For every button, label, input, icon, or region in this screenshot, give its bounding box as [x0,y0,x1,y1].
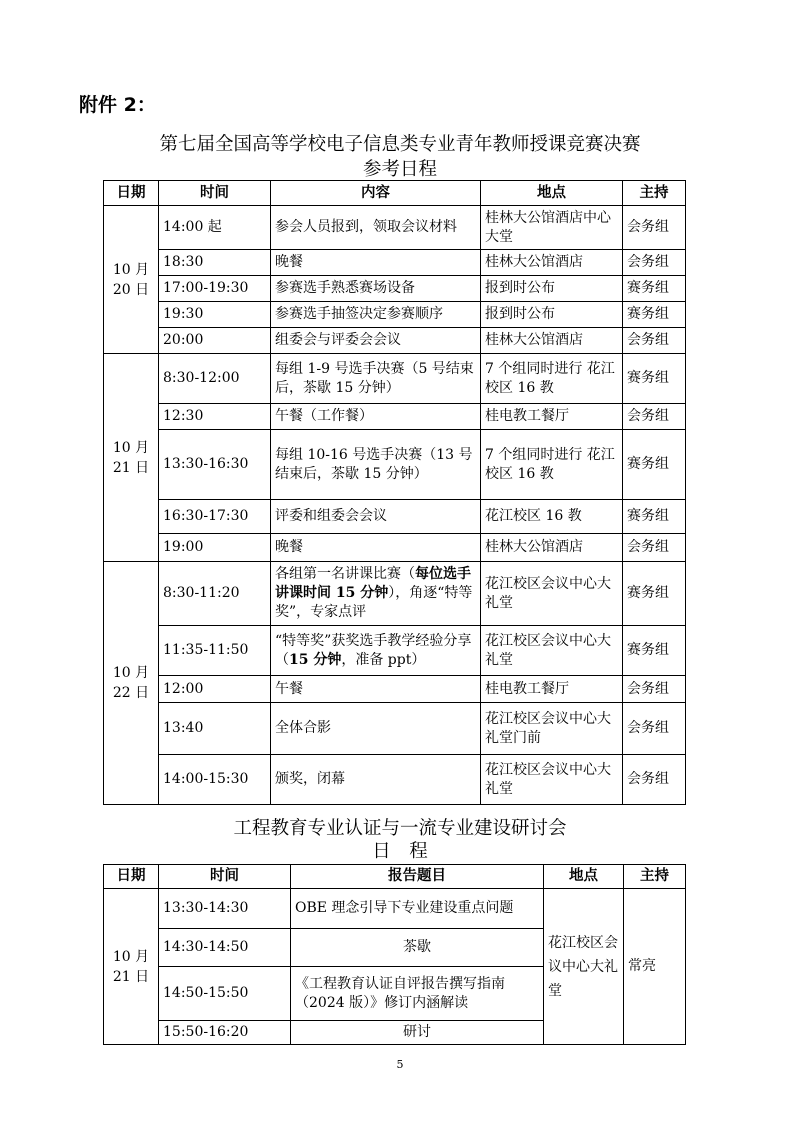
date-month: 10 月 [112,439,150,456]
table-row [104,676,686,703]
topic-cell: 茶歇 [291,929,544,967]
table-row [104,534,686,562]
table-header-row [104,181,686,206]
header-place: 地点 [544,865,624,889]
time-cell: 12:00 [159,676,271,703]
host-cell: 赛务组 [623,276,686,302]
place-cell: 桂林大公馆酒店 [481,250,623,276]
table-row [104,703,686,755]
host-cell: 会务组 [623,206,686,250]
schedule2-title: 工程教育专业认证与一流专业建设研讨会 [233,818,567,839]
time-cell: 12:30 [159,404,271,430]
time-cell: 16:30-17:30 [159,500,271,534]
time-cell: 17:00-19:30 [159,276,271,302]
table-row [104,250,686,276]
host-cell: 会务组 [623,328,686,354]
host-cell: 赛务组 [623,430,686,500]
host-cell: 会务组 [623,676,686,703]
header-host: 主持 [624,865,686,889]
schedule1-table [103,180,686,805]
host-cell: 会务组 [623,755,686,805]
date-day: 21 日 [112,459,150,476]
schedule1-title: 第七届全国高等学校电子信息类专业青年教师授课竞赛决赛 [159,134,641,155]
content-emphasis: 每位选手讲课时间 15 分钟 [275,566,471,601]
header-time: 时间 [159,865,291,889]
time-cell: 14:00-15:30 [159,755,271,805]
date-cell [104,562,159,805]
table-row [104,626,686,676]
date-day: 22 日 [112,685,150,701]
content-cell: 全体合影 [271,703,481,755]
date-day: 21 日 [112,968,150,985]
content-cell: 晚餐 [271,534,481,562]
content-cell: 午餐 [271,676,481,703]
time-cell: 20:00 [159,328,271,354]
table-row [104,889,686,929]
time-cell: 8:30-12:00 [159,354,271,404]
table-row [104,354,686,404]
place-cell: 7 个组同时进行 花江校区 16 教 [481,430,623,500]
time-cell: 8:30-11:20 [159,562,271,626]
place-cell: 花江校区会议中心大礼堂 [481,626,623,676]
content-text: “特等奖”获奖选手教学经验分享（ [275,632,472,668]
content-cell: 参赛选手熟悉赛场设备 [271,276,481,302]
date-cell [104,889,159,1045]
content-cell [271,626,481,676]
time-cell: 11:35-11:50 [159,626,271,676]
attachment-label: 附件 2： [79,94,156,116]
table-row [104,276,686,302]
content-text: ，准备 ppt） [341,651,426,668]
date-cell [104,206,159,354]
host-cell: 赛务组 [623,302,686,328]
topic-cell: 研讨 [291,1021,544,1045]
time-cell: 14:50-15:50 [159,967,291,1021]
content-text: 各组第一名讲课比赛（ [275,566,415,582]
time-cell: 18:30 [159,250,271,276]
content-cell: 每组 1-9 号选手决赛（5 号结束后，茶歇 15 分钟） [271,354,481,404]
content-cell [271,562,481,626]
date-month: 10 月 [112,948,150,965]
place-cell: 桂电教工餐厅 [481,404,623,430]
place-cell: 花江校区会议中心大礼堂 [544,889,624,1045]
content-cell: 评委和组委会会议 [271,500,481,534]
content-cell: 每组 10-16 号选手决赛（13 号结束后，茶歇 15 分钟） [271,430,481,500]
host-cell: 赛务组 [623,354,686,404]
table-row [104,404,686,430]
page-number: 5 [396,1058,404,1071]
table-header-row [104,865,686,889]
schedule1-subtitle: 参考日程 [362,159,437,180]
time-cell: 14:30-14:50 [159,929,291,967]
content-cell: 参会人员报到，领取会议材料 [271,206,481,250]
content-cell: 午餐（工作餐） [271,404,481,430]
place-cell: 花江校区会议中心大礼堂 [481,755,623,805]
date-month: 10 月 [112,261,150,278]
time-cell: 13:40 [159,703,271,755]
time-cell: 19:30 [159,302,271,328]
time-cell: 13:30-14:30 [159,889,291,929]
host-cell: 会务组 [623,703,686,755]
table-row [104,500,686,534]
table-row [104,328,686,354]
table-row [104,755,686,805]
header-date: 日期 [104,181,159,206]
date-cell [104,354,159,562]
place-cell: 花江校区会议中心大礼堂门前 [481,703,623,755]
place-cell: 花江校区会议中心大礼堂 [481,562,623,626]
date-day: 20 日 [112,281,150,298]
host-cell: 会务组 [623,404,686,430]
content-cell: 组委会与评委会会议 [271,328,481,354]
host-cell: 赛务组 [623,500,686,534]
schedule2-table [103,864,686,1045]
place-cell: 桂林大公馆酒店 [481,534,623,562]
header-host: 主持 [623,181,686,206]
host-cell: 赛务组 [623,562,686,626]
table-row [104,562,686,626]
date-month: 10 月 [112,665,150,681]
table-row [104,206,686,250]
place-cell: 桂林大公馆酒店中心大堂 [481,206,623,250]
place-cell: 报到时公布 [481,276,623,302]
table-row [104,430,686,500]
content-cell: 参赛选手抽签决定参赛顺序 [271,302,481,328]
host-cell: 常亮 [624,889,686,1045]
place-cell: 花江校区 16 教 [481,500,623,534]
time-cell: 13:30-16:30 [159,430,271,500]
header-content: 内容 [271,181,481,206]
time-cell: 19:00 [159,534,271,562]
place-cell: 桂林大公馆酒店 [481,328,623,354]
host-cell: 会务组 [623,534,686,562]
place-cell: 桂电教工餐厅 [481,676,623,703]
header-time: 时间 [159,181,271,206]
header-topic: 报告题目 [291,865,544,889]
topic-cell: OBE 理念引导下专业建设重点问题 [291,889,544,929]
content-emphasis: 15 分钟 [289,651,342,668]
content-cell: 颁奖，闭幕 [271,755,481,805]
table-row [104,302,686,328]
time-cell: 14:00 起 [159,206,271,250]
host-cell: 赛务组 [623,626,686,676]
host-cell: 会务组 [623,250,686,276]
place-cell: 报到时公布 [481,302,623,328]
topic-cell: 《工程教育认证自评报告撰写指南（2024 版）》修订内涵解读 [291,967,544,1021]
header-date: 日期 [104,865,159,889]
schedule2-subtitle: 日 程 [372,841,428,862]
header-place: 地点 [481,181,623,206]
content-cell: 晚餐 [271,250,481,276]
time-cell: 15:50-16:20 [159,1021,291,1045]
content-text: ），角逐“特等奖”，专家点评 [275,585,473,620]
place-cell: 7 个组同时进行 花江校区 16 教 [481,354,623,404]
